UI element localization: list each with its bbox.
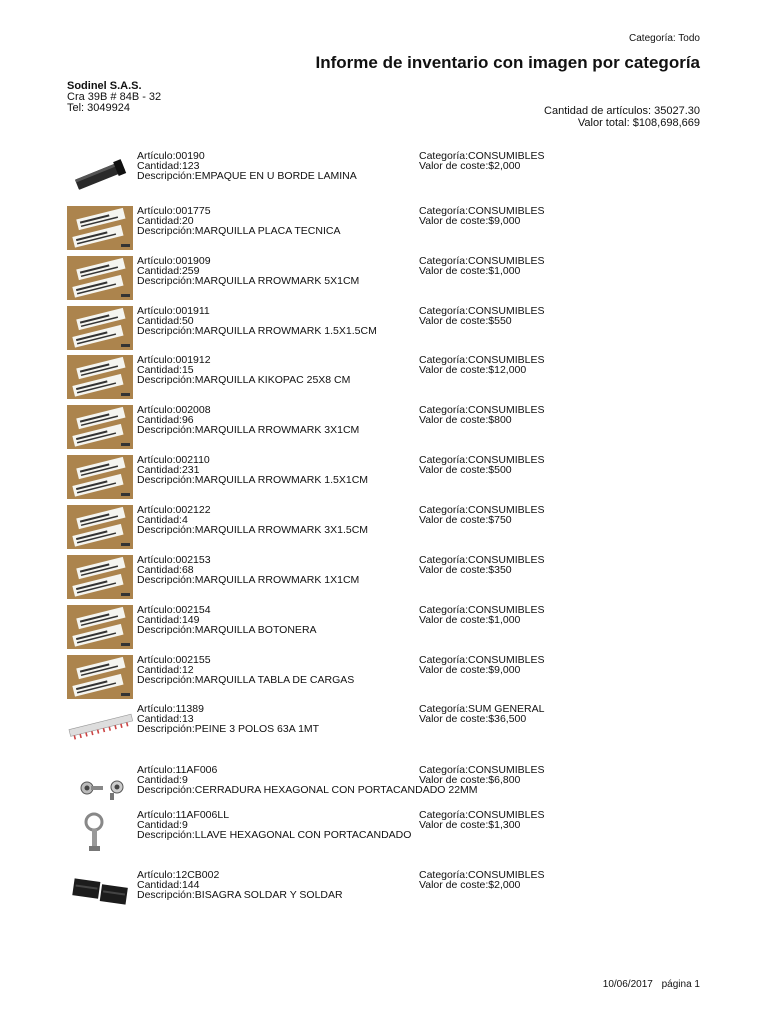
- item-description: Descripción:MARQUILLA RROWMARK 3X1.5CM: [137, 524, 369, 536]
- item-cost-value: Valor de coste:$800: [419, 414, 512, 426]
- hex-key-image: [67, 810, 133, 854]
- company-name: Sodinel S.A.S.: [67, 80, 142, 92]
- item-quantity: Cantidad:231: [137, 464, 200, 476]
- item-description: Descripción:EMPAQUE EN U BORDE LAMINA: [137, 170, 357, 182]
- inventory-item: [0, 765, 768, 805]
- item-description: Descripción:MARQUILLA RROWMARK 1X1CM: [137, 574, 360, 586]
- category-filter-label: Categoría: Todo: [629, 33, 700, 44]
- item-cost-value: Valor de coste:$2,000: [419, 160, 521, 172]
- item-cost-value: Valor de coste:$36,500: [419, 713, 527, 725]
- item-cost-value: Valor de coste:$12,000: [419, 364, 527, 376]
- inventory-item: [0, 704, 768, 744]
- item-cost-value: Valor de coste:$550: [419, 315, 512, 327]
- company-phone: Tel: 3049924: [67, 102, 130, 114]
- label-tags-image: [67, 505, 133, 549]
- item-quantity: Cantidad:13: [137, 713, 194, 725]
- item-article: Artículo:11389: [137, 703, 204, 715]
- item-quantity: Cantidad:149: [137, 614, 200, 626]
- item-description: Descripción:MARQUILLA TABLA DE CARGAS: [137, 674, 355, 686]
- inventory-item: [0, 870, 768, 910]
- label-tags-image: [67, 355, 133, 399]
- item-description: Descripción:MARQUILLA RROWMARK 5X1CM: [137, 275, 360, 287]
- item-description: Descripción:MARQUILLA RROWMARK 1.5X1CM: [137, 474, 369, 486]
- item-article: Artículo:002122: [137, 504, 211, 516]
- item-description: Descripción:MARQUILLA KIKOPAC 25X8 CM: [137, 374, 351, 386]
- busbar-comb-image: [67, 704, 133, 748]
- item-article: Artículo:00190: [137, 150, 205, 162]
- item-article: Artículo:001909: [137, 255, 211, 267]
- item-category: Categoría:CONSUMIBLES: [419, 504, 545, 516]
- page-number: página 1: [661, 979, 700, 990]
- item-description: Descripción:CERRADURA HEXAGONAL CON PORTACANDADO 22MM: [137, 784, 478, 796]
- item-article: Artículo:001775: [137, 205, 211, 217]
- item-quantity: Cantidad:50: [137, 315, 194, 327]
- item-quantity: Cantidad:144: [137, 879, 200, 891]
- item-category: Categoría:CONSUMIBLES: [419, 554, 545, 566]
- item-category: Categoría:CONSUMIBLES: [419, 404, 545, 416]
- item-category: Categoría:CONSUMIBLES: [419, 764, 545, 776]
- item-category: Categoría:CONSUMIBLES: [419, 809, 545, 821]
- item-category: Categoría:SUM GENERAL: [419, 703, 545, 715]
- summary-total-value: Valor total: $108,698,669: [577, 117, 700, 129]
- item-article: Artículo:002154: [137, 604, 211, 616]
- inventory-item: [0, 206, 768, 246]
- item-category: Categoría:CONSUMIBLES: [419, 604, 545, 616]
- item-category: Categoría:CONSUMIBLES: [419, 454, 545, 466]
- summary-item-quantity: Cantidad de artículos: 35027.30: [544, 105, 700, 117]
- item-category: Categoría:CONSUMIBLES: [419, 255, 545, 267]
- item-quantity: Cantidad:12: [137, 664, 194, 676]
- item-quantity: Cantidad:15: [137, 364, 194, 376]
- label-tags-image: [67, 405, 133, 449]
- item-quantity: Cantidad:9: [137, 819, 188, 831]
- gasket-strip-image: [67, 151, 133, 195]
- item-category: Categoría:CONSUMIBLES: [419, 150, 545, 162]
- item-description: Descripción:BISAGRA SOLDAR Y SOLDAR: [137, 889, 343, 901]
- item-article: Artículo:12CB002: [137, 869, 220, 881]
- item-article: Artículo:002155: [137, 654, 211, 666]
- item-cost-value: Valor de coste:$9,000: [419, 215, 521, 227]
- inventory-item: [0, 355, 768, 395]
- item-description: Descripción:MARQUILLA BOTONERA: [137, 624, 317, 636]
- hex-lock-image: [67, 765, 133, 809]
- item-article: Artículo:002153: [137, 554, 211, 566]
- item-description: Descripción:PEINE 3 POLOS 63A 1MT: [137, 723, 320, 735]
- item-category: Categoría:CONSUMIBLES: [419, 354, 545, 366]
- item-quantity: Cantidad:259: [137, 265, 200, 277]
- item-cost-value: Valor de coste:$1,300: [419, 819, 521, 831]
- inventory-item: [0, 306, 768, 346]
- report-date: 10/06/2017: [602, 979, 653, 990]
- item-article: Artículo:001911: [137, 305, 210, 317]
- item-description: Descripción:LLAVE HEXAGONAL CON PORTACANDADO: [137, 829, 412, 841]
- item-cost-value: Valor de coste:$6,800: [419, 774, 521, 786]
- item-article: Artículo:001912: [137, 354, 211, 366]
- label-tags-image: [67, 655, 133, 699]
- item-cost-value: Valor de coste:$1,000: [419, 614, 521, 626]
- item-cost-value: Valor de coste:$1,000: [419, 265, 521, 277]
- item-description: Descripción:MARQUILLA RROWMARK 3X1CM: [137, 424, 360, 436]
- item-cost-value: Valor de coste:$2,000: [419, 879, 521, 891]
- item-quantity: Cantidad:68: [137, 564, 194, 576]
- inventory-item: [0, 555, 768, 595]
- item-description: Descripción:MARQUILLA RROWMARK 1.5X1.5CM: [137, 325, 377, 337]
- label-tags-image: [67, 306, 133, 350]
- item-quantity: Cantidad:123: [137, 160, 200, 172]
- item-category: Categoría:CONSUMIBLES: [419, 205, 545, 217]
- item-cost-value: Valor de coste:$500: [419, 464, 512, 476]
- inventory-item: [0, 455, 768, 495]
- label-tags-image: [67, 455, 133, 499]
- label-tags-image: [67, 206, 133, 250]
- label-tags-image: [67, 555, 133, 599]
- inventory-item: [0, 505, 768, 545]
- item-article: Artículo:11AF006: [137, 764, 218, 776]
- item-quantity: Cantidad:4: [137, 514, 188, 526]
- item-quantity: Cantidad:96: [137, 414, 194, 426]
- inventory-item: [0, 256, 768, 296]
- item-quantity: Cantidad:9: [137, 774, 188, 786]
- page-footer: [597, 979, 700, 990]
- item-cost-value: Valor de coste:$350: [419, 564, 512, 576]
- inventory-item: [0, 605, 768, 645]
- item-quantity: Cantidad:20: [137, 215, 194, 227]
- inventory-item: [0, 810, 768, 850]
- item-cost-value: Valor de coste:$750: [419, 514, 512, 526]
- item-cost-value: Valor de coste:$9,000: [419, 664, 521, 676]
- item-category: Categoría:CONSUMIBLES: [419, 305, 545, 317]
- item-article: Artículo:11AF006LL: [137, 809, 230, 821]
- item-description: Descripción:MARQUILLA PLACA TECNICA: [137, 225, 341, 237]
- item-category: Categoría:CONSUMIBLES: [419, 869, 545, 881]
- company-address: Cra 39B # 84B - 32: [67, 91, 162, 103]
- inventory-item: [0, 655, 768, 695]
- item-article: Artículo:002110: [137, 454, 210, 466]
- label-tags-image: [67, 256, 133, 300]
- item-category: Categoría:CONSUMIBLES: [419, 654, 545, 666]
- item-article: Artículo:002008: [137, 404, 211, 416]
- label-tags-image: [67, 605, 133, 649]
- inventory-item: [0, 151, 768, 191]
- inventory-item: [0, 405, 768, 445]
- hinges-image: [67, 870, 133, 914]
- report-title: Informe de inventario con imagen por categoría: [315, 53, 700, 72]
